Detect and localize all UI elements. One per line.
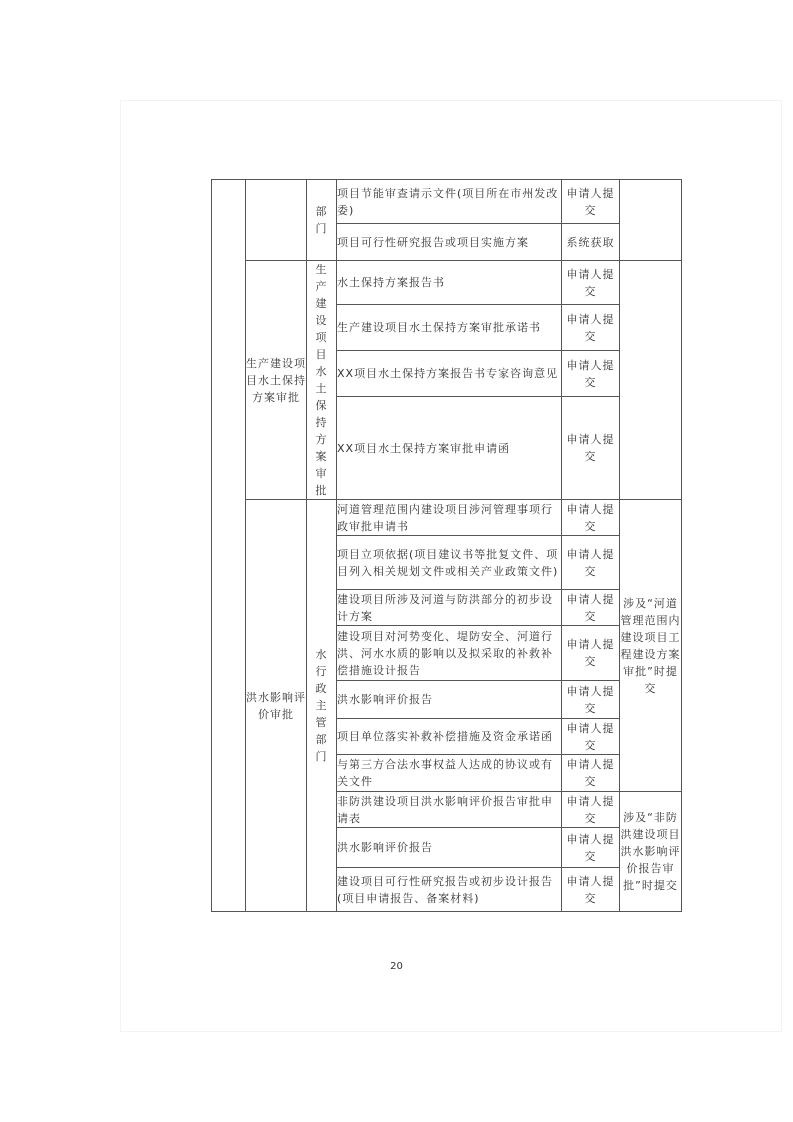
table-row bbox=[212, 261, 682, 305]
note-cell bbox=[620, 180, 682, 261]
material-cell: XX项目水土保持方案报告书专家咨询意见 bbox=[337, 351, 562, 397]
method-cell: 申请人提交 bbox=[562, 305, 620, 351]
material-cell: 项目单位落实补救补偿措施及资金承诺函 bbox=[337, 719, 562, 755]
material-cell: XX项目水土保持方案审批申请函 bbox=[337, 397, 562, 500]
department-cell: 生产建设项目水土保持方案审批 bbox=[307, 261, 337, 500]
material-cell: 与第三方合法水事权益人达成的协议或有关文件 bbox=[337, 755, 562, 792]
method-cell: 申请人提交 bbox=[562, 792, 620, 828]
method-cell: 申请人提交 bbox=[562, 351, 620, 397]
method-cell: 申请人提交 bbox=[562, 755, 620, 792]
note-cell: 涉及“河道管理范围内建设项目工程建设方案审批”时提交 bbox=[620, 500, 682, 792]
material-cell: 非防洪建设项目洪水影响评价报告审批申请表 bbox=[337, 792, 562, 828]
page-number: 20 bbox=[390, 961, 403, 972]
material-cell: 洪水影响评价报告 bbox=[337, 828, 562, 868]
method-cell: 申请人提交 bbox=[562, 536, 620, 590]
material-cell: 建设项目所涉及河道与防洪部分的初步设计方案 bbox=[337, 590, 562, 626]
material-cell: 水土保持方案报告书 bbox=[337, 261, 562, 305]
material-cell: 建设项目可行性研究报告或初步设计报告(项目申请报告、备案材料) bbox=[337, 868, 562, 912]
method-cell: 申请人提交 bbox=[562, 590, 620, 626]
material-cell: 项目节能审查请示文件(项目所在市州发改委) bbox=[337, 180, 562, 224]
material-cell: 项目立项依据(项目建议书等批复文件、项目列入相关规划文件或相关产业政策文件) bbox=[337, 536, 562, 590]
table-row bbox=[212, 180, 682, 224]
materials-table bbox=[211, 179, 682, 912]
note-cell: 涉及“非防洪建设项目洪水影响评价报告审批”时提交 bbox=[620, 792, 682, 912]
material-cell: 河道管理范围内建设项目涉河管理事项行政审批申请书 bbox=[337, 500, 562, 536]
method-cell: 申请人提交 bbox=[562, 681, 620, 719]
note-cell bbox=[620, 261, 682, 500]
material-cell: 项目可行性研究报告或项目实施方案 bbox=[337, 224, 562, 261]
method-cell: 申请人提交 bbox=[562, 626, 620, 681]
method-cell: 申请人提交 bbox=[562, 397, 620, 500]
material-cell: 建设项目对河势变化、堤防安全、河道行洪、河水水质的影响以及拟采取的补救补偿措施设计报告 bbox=[337, 626, 562, 681]
category-cell bbox=[246, 180, 307, 261]
method-cell: 申请人提交 bbox=[562, 719, 620, 755]
method-cell: 申请人提交 bbox=[562, 868, 620, 912]
method-cell: 系统获取 bbox=[562, 224, 620, 261]
index-cell bbox=[212, 180, 246, 912]
method-cell: 申请人提交 bbox=[562, 261, 620, 305]
method-cell: 申请人提交 bbox=[562, 500, 620, 536]
table-row bbox=[212, 500, 682, 536]
category-cell: 洪水影响评价审批 bbox=[246, 500, 307, 912]
method-cell: 申请人提交 bbox=[562, 180, 620, 224]
material-cell: 洪水影响评价报告 bbox=[337, 681, 562, 719]
department-cell: 水行政主管部门 bbox=[307, 500, 337, 912]
category-cell: 生产建设项目水土保持方案审批 bbox=[246, 261, 307, 500]
method-cell: 申请人提交 bbox=[562, 828, 620, 868]
department-cell: 部门 bbox=[307, 180, 337, 261]
material-cell: 生产建设项目水土保持方案审批承诺书 bbox=[337, 305, 562, 351]
